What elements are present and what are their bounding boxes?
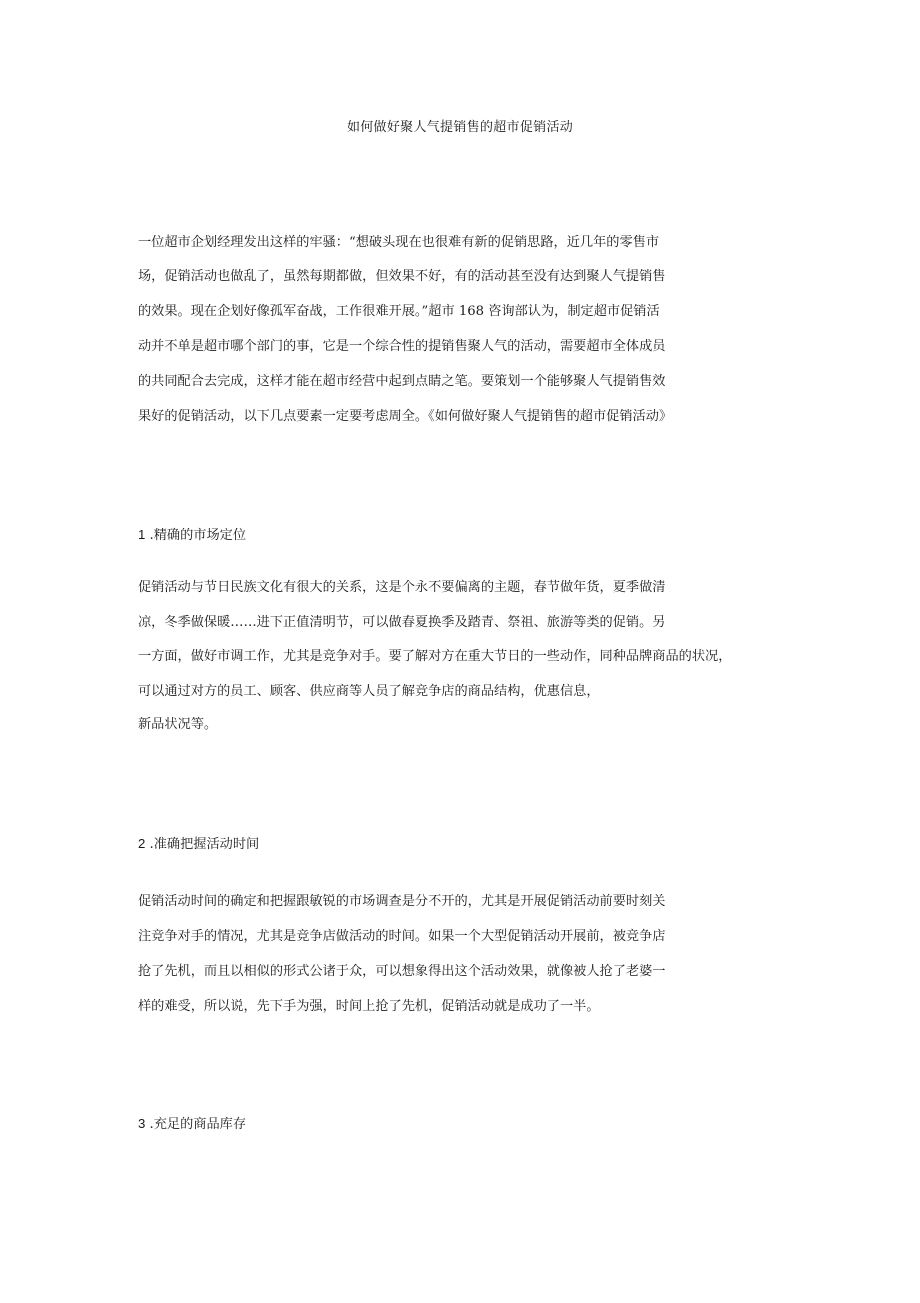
document-title: 如何做好聚人气提销售的超市促销活动 bbox=[346, 120, 574, 135]
paragraph-line: 注竞争对手的情况，尤其是竞争店做活动的时间。如果一个大型促销活动开展前，被竞争店 bbox=[138, 929, 666, 944]
section-heading bbox=[138, 526, 246, 545]
section-number: 3 bbox=[138, 1116, 146, 1131]
paragraph-line: 动并不单是超市哪个部门的事，它是一个综合性的提销售聚人气的活动，需要超市全体成员 bbox=[138, 339, 666, 354]
paragraph-line: 果好的促销活动，以下几点要素一定要考虑周全。《如何做好聚人气提销售的超市促销活动》 bbox=[138, 409, 673, 424]
paragraph-line: 场，促销活动也做乱了，虽然每期都做，但效果不好，有的活动甚至没有达到聚人气提销售 bbox=[138, 269, 666, 284]
paragraph-line: 的效果。现在企划好像孤军奋战，工作很难开展。”超市 168 咨询部认为，制定超市促销活 bbox=[138, 304, 660, 319]
section-heading-text: .充足的商品库存 bbox=[149, 1117, 247, 1132]
paragraph-line: 的共同配合去完成，这样才能在超市经营中起到点睛之笔。要策划一个能够聚人气提销售效 bbox=[138, 374, 666, 389]
paragraph-line: 促销活动时间的确定和把握跟敏锐的市场调查是分不开的，尤其是开展促销活动前要时刻关 bbox=[138, 894, 666, 909]
section-heading-text: .精确的市场定位 bbox=[149, 528, 247, 543]
paragraph-line: 样的难受，所以说，先下手为强，时间上抢了先机，促销活动就是成功了一半。 bbox=[138, 999, 600, 1014]
section-heading bbox=[138, 835, 259, 854]
section-heading-text: .准确把握活动时间 bbox=[149, 837, 260, 852]
section-number: 2 bbox=[138, 836, 146, 851]
section-heading bbox=[138, 1115, 246, 1134]
paragraph-line: 凉，冬季做保暖……进下正值清明节，可以做春夏换季及踏青、祭祖、旅游等类的促销。另 bbox=[138, 615, 666, 630]
paragraph-line: 抢了先机，而且以相似的形式公诸于众，可以想象得出这个活动效果，就像被人抢了老婆一 bbox=[138, 964, 666, 979]
paragraph-line: 新品状况等。 bbox=[138, 717, 218, 732]
paragraph-line: 一方面，做好市调工作，尤其是竞争对手。要了解对方在重大节日的一些动作，同种品牌商品的状况， bbox=[138, 649, 732, 664]
paragraph-line: 促销活动与节日民族文化有很大的关系，这是个永不要偏离的主题，春节做年货，夏季做清 bbox=[138, 580, 666, 595]
paragraph-line: 可以通过对方的员工、顾客、供应商等人员了解竞争店的商品结构，优惠信息， bbox=[138, 684, 600, 699]
section-number: 1 bbox=[138, 527, 146, 542]
paragraph-line: 一位超市企划经理发出这样的牢骚：“想破头现在也很难有新的促销思路，近几年的零售市 bbox=[138, 235, 660, 250]
